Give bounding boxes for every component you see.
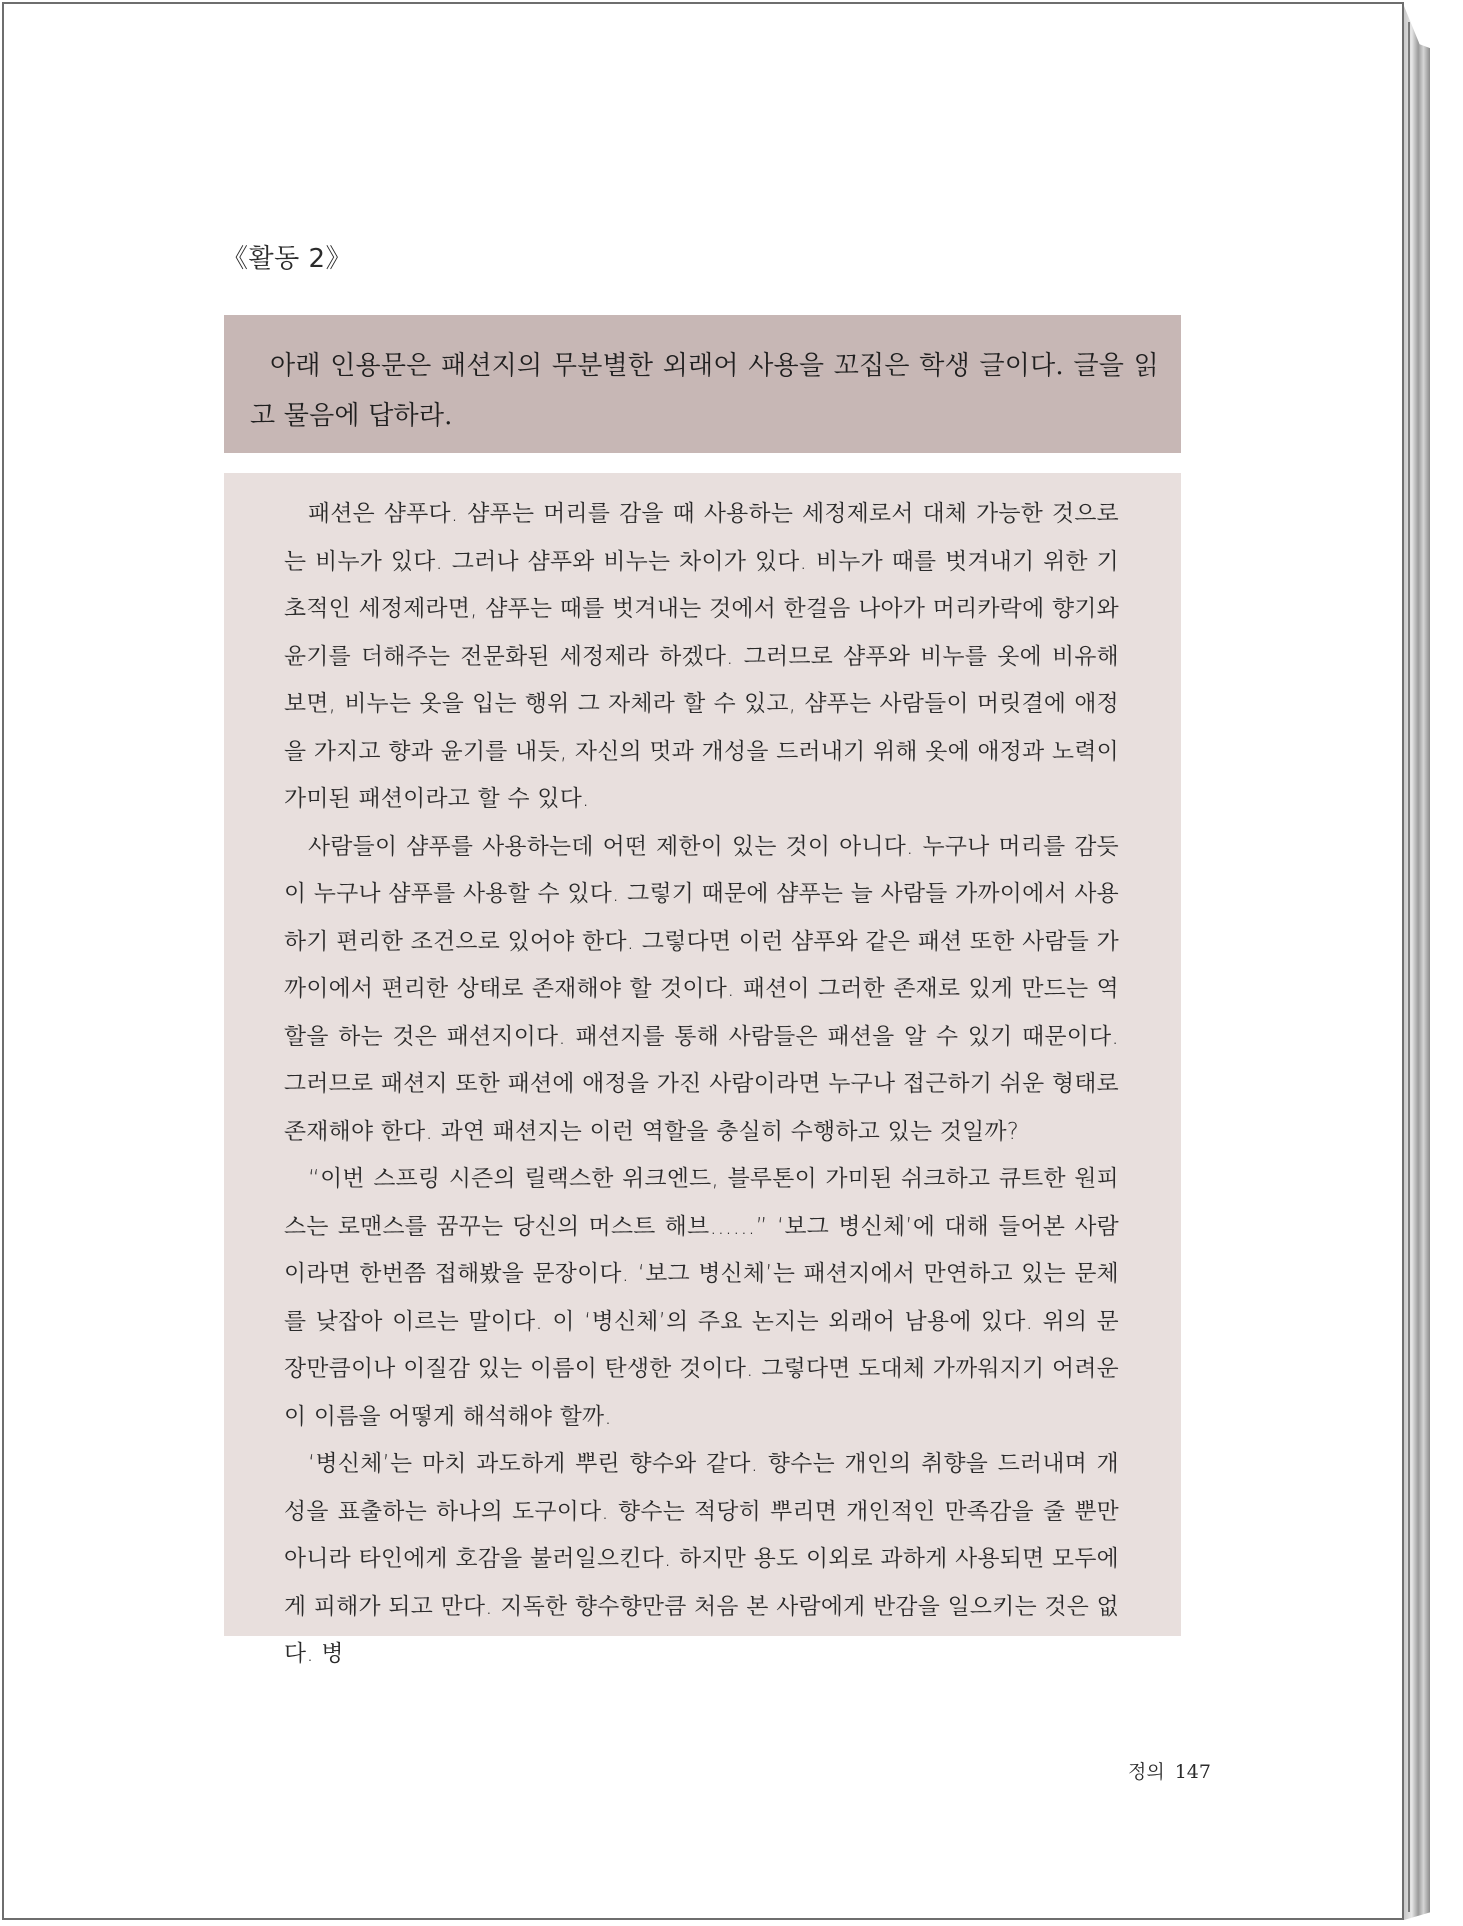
book-edge-line bbox=[1408, 22, 1410, 1912]
page-number: 147 bbox=[1174, 1761, 1211, 1783]
instruction-text: 아래 인용문은 패션지의 무분별한 외래어 사용을 꼬집은 학생 글이다. 글을 읽고 물음에 답하라. bbox=[250, 351, 1159, 431]
reading-paragraph-4: ‘병신체’는 마치 과도하게 뿌린 향수와 같다. 향수는 개인의 취향을 드러내며 개성을 표출하는 하나의 도구이다. 향수는 적당히 뿌리면 개인적인 만족감을 줄 뿐만 아니라 타인에게 호감을 불러일으킨다. 하지만 용도 이외로 과하게 사용되면 모두에게 피해가 되고 만다. 지독한 향수향만큼 처음 본 사람에게 반감을 일으키는 것은 없다. 병 bbox=[284, 1451, 1119, 1667]
footer-section: 정의 bbox=[1128, 1761, 1165, 1783]
reading-paragraph-2: 사람들이 샴푸를 사용하는데 어떤 제한이 있는 것이 아니다. 누구나 머리를 감듯이 누구나 샴푸를 사용할 수 있다. 그렇기 때문에 샴푸는 늘 사람들 가까이에서 사용하기 편리한 조건으로 있어야 한다. 그렇다면 이런 샴푸와 같은 패션 또한 사람들 가까이에서 편리한 상태로 존재해야 할 것이다. 패션이 그러한 존재로 있게 만드는 역할을 하는 것은 패션지이다. 패션지를 통해 사람들은 패션을 알 수 있기 때문이다. 그러므로 패션지 또한 패션에 애정을 가진 사람이라면 누구나 접근하기 쉬운 형태로 존재해야 한다. 과연 패션지는 이런 역할을 충실히 수행하고 있는 것일까? bbox=[284, 833, 1119, 1145]
activity-title: 《활동 2》 bbox=[222, 244, 353, 274]
reading-paragraph-3: “이번 스프링 시즌의 릴랙스한 위크엔드, 블루톤이 가미된 쉬크하고 큐트한 원피스는 로맨스를 꿈꾸는 당신의 머스트 해브……” ‘보그 병신체’에 대해 들어본 사람이라면 한번쯤 접해봤을 문장이다. ‘보그 병신체’는 패션지에서 만연하고 있는 문체를 낮잡아 이르는 말이다. 이 ‘병신체’의 주요 논지는 외래어 남용에 있다. 위의 문장만큼이나 이질감 있는 이름이 탄생한 것이다. 그렇다면 도대체 가까워지기 어려운 이 이름을 어떻게 해석해야 할까. bbox=[284, 1166, 1119, 1430]
reading-passage bbox=[224, 473, 1181, 1667]
instruction-box bbox=[224, 315, 1181, 453]
page-footer bbox=[1128, 1757, 1211, 1784]
reading-paragraph-1: 패션은 샴푸다. 샴푸는 머리를 감을 때 사용하는 세정제로서 대체 가능한 것으로는 비누가 있다. 그러나 샴푸와 비누는 차이가 있다. 비누가 때를 벗겨내기 위한 기초적인 세정제라면, 샴푸는 때를 벗겨내는 것에서 한걸음 나아가 머리카락에 향기와 윤기를 더해주는 전문화된 세정제라 하겠다. 그러므로 샴푸와 비누를 옷에 비유해 보면, 비누는 옷을 입는 행위 그 자체라 할 수 있고, 샴푸는 사람들이 머릿결에 애정을 가지고 향과 윤기를 내듯, 자신의 멋과 개성을 드러내기 위해 옷에 애정과 노력이 가미된 패션이라고 할 수 있다. bbox=[284, 501, 1119, 812]
